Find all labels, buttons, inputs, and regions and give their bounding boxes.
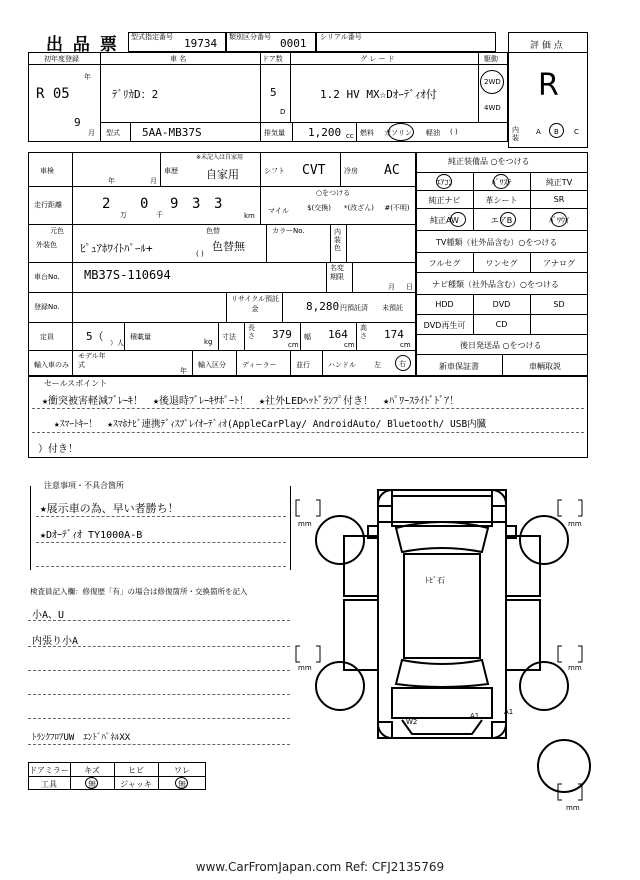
interior-a: A	[536, 128, 541, 136]
import-label: 輸入車のみ	[34, 361, 69, 369]
exchange-label: $(交換)	[307, 204, 331, 212]
sales-points-line1: ★衝突被害軽減ﾌﾞﾚｰｷ！ ★後退時ﾌﾞﾚｰｷｻﾎﾟｰﾄ！ ★社外LEDﾍｯﾄﾞﾗﾝﾌﾟ付き！ ★ﾊﾟﾜｰｽﾗｲﾄﾞﾄﾞｱ！	[42, 396, 460, 407]
diagram-mm-rl: mm	[298, 664, 312, 672]
diagram-w2: W2	[406, 718, 418, 726]
notes-line1: ★展示車の為、早い者勝ち！	[40, 502, 179, 515]
navi-title: ナビ種類（社外品含む）○をつける	[432, 280, 559, 289]
first-reg-label: 初年度登録	[44, 55, 79, 63]
displacement-label: 排気量	[264, 129, 285, 137]
fuel-label: 燃料	[360, 129, 374, 137]
legend-tools-value: 無	[88, 780, 96, 789]
sales-points-line2: ★ｽﾏｰﾄｷｰ！ ★ｽﾏﾎﾅﾋﾞ連携ﾃﾞｨｽﾌﾟﾚｲｵｰﾃﾞｨｵ(AppleCarPlay/ AndroidAuto/ Bluetooth/ USB内臓	[54, 419, 487, 430]
drive-4wd: 4WD	[484, 104, 501, 112]
usage-label: 車歴	[164, 167, 178, 175]
doors-value: 5	[270, 86, 277, 99]
first-reg-year-unit: 年	[84, 73, 91, 81]
inspection-month-unit: 月	[150, 177, 157, 185]
diagram-tobi-ishi: ﾄﾋﾞ石	[425, 576, 445, 585]
color-value: ﾋﾟｭｱﾎﾜｲﾄﾊﾟｰﾙ+	[80, 242, 153, 255]
model-cert-value: 19734	[184, 37, 218, 50]
height-value: 174	[384, 328, 404, 341]
inspector-label: 検査員記入欄：修復歴「有」の場合は修復箇所・交換箇所を記入	[30, 587, 248, 596]
shift-value: CVT	[302, 163, 326, 178]
diagram-mm-fl: mm	[298, 520, 312, 528]
model-year-label: モデル年式	[78, 352, 106, 369]
tampered-label: *(改ざん)	[344, 204, 374, 212]
legend-crack: ヒビ	[128, 766, 144, 775]
name-change-day: 日	[406, 283, 413, 291]
color-code-value: 色替無	[212, 240, 245, 253]
dims-label: 寸法	[222, 333, 236, 341]
mileage-man: 万	[120, 211, 127, 219]
car-name-label: 車 名	[170, 55, 187, 63]
recycle-value: 8,280	[306, 300, 340, 313]
manual-label: 車輌取説	[529, 362, 561, 371]
serial-label: シリアル番号	[320, 33, 362, 41]
interior-b: B	[554, 128, 559, 136]
grade-label: グ レ ー ド	[360, 55, 395, 63]
later-docs: 後日発送品 ○をつける	[460, 341, 542, 350]
footer-watermark: www.CarFromJapan.com Ref: CFJ2135769	[195, 860, 445, 874]
car-damage-diagram	[292, 476, 592, 836]
legend-scratch: キズ	[84, 766, 100, 775]
dealer-label: ディーラー	[242, 361, 277, 369]
doors-label: ドア数	[262, 55, 283, 63]
shift-label: シフト	[264, 167, 285, 175]
model-cert-label: 型式指定番号	[131, 33, 173, 41]
chassis-value: MB37S-110694	[84, 268, 171, 282]
length-label: 長さ	[248, 324, 255, 340]
load-unit: kg	[204, 338, 213, 346]
handle-right: 右	[399, 360, 406, 368]
mileage-circle-note: ○をつける	[316, 189, 351, 197]
grade-value: 1.2 HV MX☆Dｵｰﾃﾞｨｵ付	[320, 88, 437, 101]
handle-label: ハンドル	[328, 361, 356, 369]
fuel-value: ガソリン	[384, 129, 412, 137]
warranty-label: 新車保証書	[439, 362, 479, 371]
height-label: 高さ	[360, 324, 367, 340]
inspector-line1: 小A、U	[32, 610, 65, 621]
mileage-digit-5: 3	[214, 196, 223, 212]
tv-oneseg: ワンセグ	[485, 259, 518, 268]
mileage-label: 走行距離	[34, 201, 62, 209]
mileage-sen: 千	[156, 211, 163, 219]
light-oil-label: 軽油	[426, 129, 440, 137]
inspection-year-unit: 年	[108, 177, 115, 185]
equipment-title: 純正装備品 ○をつける	[448, 157, 530, 166]
category-value: 0001	[280, 37, 307, 50]
legend-tools: 工具	[41, 780, 57, 789]
length-value: 379	[272, 328, 292, 341]
name-change-month: 月	[388, 283, 395, 291]
interior-c: C	[574, 128, 579, 136]
parallel-label: 並行	[296, 361, 310, 369]
rating-label: 評 価 点	[530, 41, 563, 51]
eq-airbag: エアB	[490, 216, 513, 225]
eq-navi: 純正ナビ	[428, 196, 461, 205]
width-cm: cm	[344, 341, 355, 349]
name-change-label: 名変期限	[330, 264, 344, 281]
length-cm: cm	[288, 341, 299, 349]
color-label: 外装色	[36, 241, 57, 249]
load-label: 積載量	[130, 333, 151, 341]
interior-label: 内装	[512, 126, 519, 142]
capacity-unit: ）人	[110, 339, 124, 347]
interior-color-label: 内装色	[334, 228, 341, 252]
first-reg-month-unit: 月	[88, 129, 95, 137]
eq-powersteer: ﾊﾟﾜｽﾃ	[491, 178, 512, 187]
capacity-value: 5（	[86, 330, 104, 343]
first-reg-month: 9	[74, 116, 81, 129]
category-label: 類別区分番号	[229, 33, 271, 41]
legend-jack-value: 無	[178, 780, 186, 789]
drive-2wd: 2WD	[484, 78, 501, 86]
inspector-line2: 内張り小A	[32, 636, 79, 647]
mile-label: マイル	[268, 207, 289, 215]
reg-no-label: 登録No.	[34, 303, 60, 311]
eq-tv: 純正TV	[545, 178, 573, 187]
tv-fullseg: フルセグ	[428, 259, 461, 268]
diagram-mm-rr: mm	[568, 664, 582, 672]
notes-line2: ★Dｵｰﾃﾞｨｵ TY1000A-B	[40, 530, 143, 541]
displacement-unit: cc	[346, 132, 354, 140]
recycle-suffix: 円預託済	[340, 304, 368, 312]
displacement-value: 1,200	[308, 126, 342, 139]
drive-label: 駆動	[484, 55, 498, 63]
document-title: 出 品 票	[46, 35, 119, 55]
height-cm: cm	[400, 341, 411, 349]
model-label: 型式	[106, 129, 120, 137]
eq-aircon: ｴｱｺﾝ	[436, 178, 453, 187]
legend-jack: ジャッキ	[120, 780, 152, 789]
diagram-mm-fr: mm	[568, 520, 582, 528]
mileage-digit-1: 2	[102, 196, 111, 212]
color-code-label: 色替	[206, 227, 220, 235]
first-reg-year: R 05	[36, 86, 70, 102]
chassis-label: 車台No.	[34, 273, 60, 281]
navi-cd: CD	[495, 320, 508, 329]
navi-dvd-play: DVD再生可	[423, 321, 466, 330]
mileage-digit-3: 9	[170, 196, 179, 212]
color-orig-label: 元色	[50, 227, 64, 235]
navi-dvd: DVD	[492, 300, 511, 309]
mileage-digit-4: 3	[192, 196, 201, 212]
eq-sunroof: SR	[553, 195, 565, 204]
handle-left: 左	[374, 361, 381, 369]
notes-label: 注意事項・不具合箇所	[44, 481, 124, 490]
tv-title: TV種類（社外品含む）○をつける	[436, 238, 558, 247]
diagram-mm-spare: mm	[566, 804, 580, 812]
inspector-line3: ﾄﾗﾝｸﾌﾛｱUW ｴﾝﾄﾞﾊﾟﾈﾙXX	[32, 733, 131, 743]
recycle-none: 未預託	[382, 304, 403, 312]
model-value: 5AA-MB37S	[142, 126, 202, 139]
navi-sd: SD	[553, 300, 565, 309]
eq-powerwindow: ﾊﾟﾜｳｲ	[549, 216, 569, 225]
mileage-unit: km	[244, 212, 255, 220]
color-no-label: カラーNo.	[272, 227, 305, 235]
recycle-label: リサイクル預託金	[230, 295, 280, 313]
navi-hdd: HDD	[435, 300, 454, 309]
legend-mirror: ドアミラー	[29, 766, 69, 775]
legend-break: ワレ	[174, 766, 190, 775]
diagram-a1-center: A1	[470, 712, 480, 720]
model-year-unit: 年	[180, 367, 187, 375]
eq-leather: 革シート	[485, 196, 518, 205]
color-paren: ( )	[196, 250, 204, 258]
tv-analog: アナログ	[543, 259, 575, 268]
usage-value: 自家用	[206, 168, 239, 181]
diagram-a1-right: A1	[504, 708, 514, 716]
unknown-label: #(不明)	[384, 204, 410, 212]
usage-note: ※未記入は自家用	[196, 154, 244, 161]
inspection-label: 車検	[40, 167, 54, 175]
sales-points-line3: ）付き！	[38, 444, 78, 455]
ac-label: 冷房	[344, 167, 358, 175]
car-name-value: ﾃﾞﾘｶD：2	[112, 88, 159, 101]
width-label: 幅	[304, 333, 311, 341]
eq-aw: 純正AW	[430, 216, 459, 225]
width-value: 164	[328, 328, 348, 341]
rating-value: R	[538, 68, 559, 103]
light-oil-paren: ( )	[450, 128, 458, 136]
capacity-label: 定員	[40, 333, 54, 341]
mileage-digit-2: 0	[140, 196, 149, 212]
sales-points-label: セールスポイント	[44, 379, 108, 388]
doors-suffix: D	[280, 108, 286, 116]
import-cat-label: 輸入区分	[198, 361, 226, 369]
ac-value: AC	[384, 163, 400, 178]
